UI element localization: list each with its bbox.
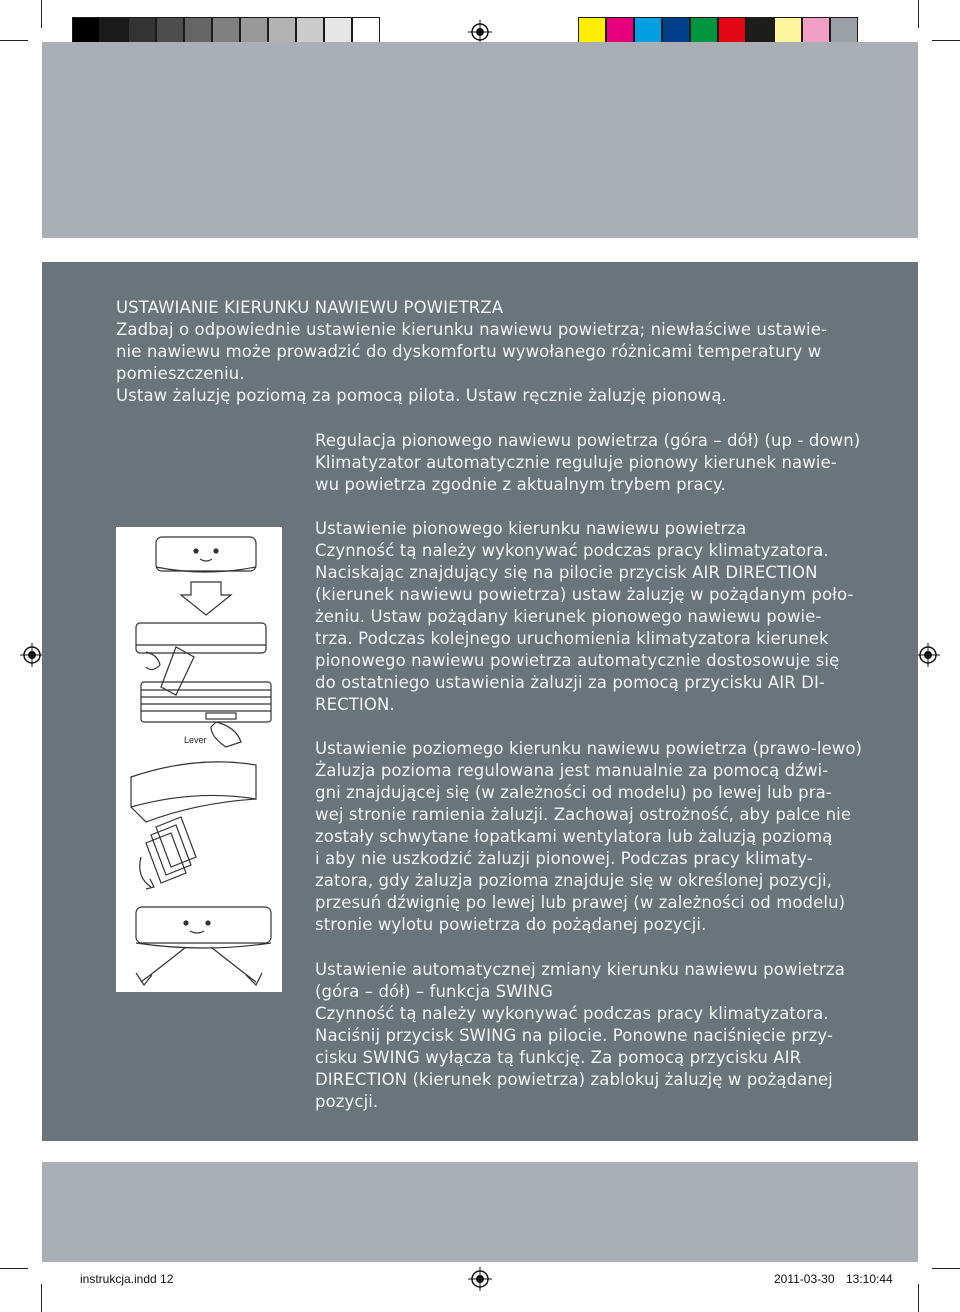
text-line: Żaluzja pozioma regulowana jest manualnie za pomocą dźwi-	[315, 761, 829, 780]
crop-mark-bottom-left-h	[0, 1268, 28, 1269]
text-line: (góra – dół) – funkcja SWING	[315, 982, 553, 1001]
text-line: stronie wylotu powietrza do pożądanej pozycji.	[315, 915, 707, 934]
text-line: przesuń dźwignię po lewej lub prawej (w zależności od modelu)	[315, 893, 846, 912]
text-line: (kierunek nawiewu powietrza) ustaw żaluzję w pożądanym poło-	[315, 585, 854, 604]
text-line: cisku SWING wyłącza tą funkcję. Za pomocą przycisku AIR	[315, 1048, 802, 1067]
page-background-bottom	[42, 1162, 918, 1262]
gray-swatch	[268, 17, 296, 45]
text-line: pozycji.	[315, 1092, 379, 1111]
color-swatch	[578, 17, 606, 45]
crop-mark-bottom-right-h	[932, 1268, 960, 1269]
text-line: Naciskając znajdujący się na pilocie przycisk AIR DIRECTION	[315, 563, 818, 582]
color-swatch	[690, 17, 718, 45]
gray-swatch	[240, 17, 268, 45]
registration-mark-icon	[468, 20, 492, 44]
registration-mark-icon	[20, 643, 44, 667]
text-line: nie nawiewu może prowadzić do dyskomfortu wywołanego różnicami temperatury w	[116, 342, 822, 361]
text-line: do ostatniego ustawienia żaluzji za pomocą przycisku AIR DI-	[315, 673, 825, 692]
text-line: RECTION.	[315, 695, 395, 714]
text-line: DIRECTION (kierunek powietrza) zablokuj żaluzję w pożądanej	[315, 1070, 833, 1089]
text-line: i aby nie uszkodzić żaluzji pionowej. Podczas pracy klimaty-	[315, 849, 813, 868]
text-line: żeniu. Ustaw pożądany kierunek pionowego nawiewu powie-	[315, 607, 822, 626]
color-swatch	[774, 17, 802, 45]
text-line: trza. Podczas kolejnego uruchomienia klimatyzatora kierunek	[315, 629, 829, 648]
color-swatch	[606, 17, 634, 45]
text-line: Zadbaj o odpowiednie ustawienie kierunku nawiewu powietrza; niewłaściwe ustawie-	[116, 320, 828, 339]
text-line: zatora, gdy żaluzja pozioma znajduje się w określonej pozycji,	[315, 871, 833, 890]
color-swatch	[830, 17, 858, 45]
crop-mark-bottom-right-v	[918, 1284, 919, 1312]
section-title: Regulacja pionowego nawiewu powietrza (góra – dół) (up - down)	[315, 431, 861, 450]
illustration-svg	[116, 527, 282, 992]
gray-swatch	[156, 17, 184, 45]
text-line: gni znajdującej się (w zależności od modelu) po lewej lub pra-	[315, 783, 832, 802]
color-swatch	[634, 17, 662, 45]
text-line: Klimatyzator automatycznie reguluje pionowy kierunek nawie-	[315, 453, 837, 472]
text-line: pomieszczeniu.	[116, 364, 245, 383]
text-line: Ustaw żaluzję poziomą za pomocą pilota. Ustaw ręcznie żaluzję pionową.	[116, 386, 727, 405]
text-line: pionowego nawiewu powietrza automatycznie dostosowuje się	[315, 651, 840, 670]
section-title: Ustawienie automatycznej zmiany kierunku nawiewu powietrza	[315, 960, 845, 979]
gray-swatch	[184, 17, 212, 45]
section-title: Ustawienie pionowego kierunku nawiewu powietrza	[315, 519, 747, 538]
crop-mark-top-right-v	[918, 0, 919, 28]
text-line: zostały schwytane łopatkami wentylatora lub żaluzją poziomą	[315, 827, 833, 846]
footer-time: 13:10:44	[846, 1272, 893, 1286]
color-swatch	[802, 17, 830, 45]
text-line: wej stronie ramienia żaluzji. Zachowaj ostrożność, aby palce nie	[315, 805, 852, 824]
crop-mark-top-left-v	[41, 0, 42, 28]
gray-swatch	[72, 17, 100, 45]
lever-label: Lever	[184, 735, 207, 745]
footer-date: 2011-03-30	[774, 1272, 835, 1286]
crop-mark-top-left-h	[0, 40, 28, 41]
section-title: Ustawienie poziomego kierunku nawiewu powietrza (prawo-lewo)	[315, 739, 863, 758]
gray-swatch	[100, 17, 128, 45]
text-line: Czynność tą należy wykonywać podczas pracy klimatyzatora.	[315, 1004, 829, 1023]
page-background-top	[42, 42, 918, 238]
gray-swatch	[352, 17, 380, 45]
crop-mark-bottom-left-v	[41, 1284, 42, 1312]
text-line: wu powietrza zgodnie z aktualnym trybem pracy.	[315, 475, 726, 494]
color-swatch	[718, 17, 746, 45]
gray-swatch	[296, 17, 324, 45]
color-swatch	[746, 17, 774, 45]
air-conditioner-illustration	[116, 527, 282, 992]
footer-file-label: instrukcja.indd 12	[80, 1272, 174, 1286]
gray-swatch	[324, 17, 352, 45]
text-line: Czynność tą należy wykonywać podczas pracy klimatyzatora.	[315, 541, 829, 560]
color-swatch	[662, 17, 690, 45]
crop-mark-top-right-h	[932, 40, 960, 41]
gray-swatch	[128, 17, 156, 45]
registration-mark-icon	[916, 643, 940, 667]
section-heading: USTAWIANIE KIERUNKU NAWIEWU POWIETRZA	[116, 298, 504, 317]
registration-mark-icon	[468, 1267, 492, 1291]
gray-swatch	[212, 17, 240, 45]
text-line: Naciśnij przycisk SWING na pilocie. Ponowne naciśnięcie przy-	[315, 1026, 834, 1045]
